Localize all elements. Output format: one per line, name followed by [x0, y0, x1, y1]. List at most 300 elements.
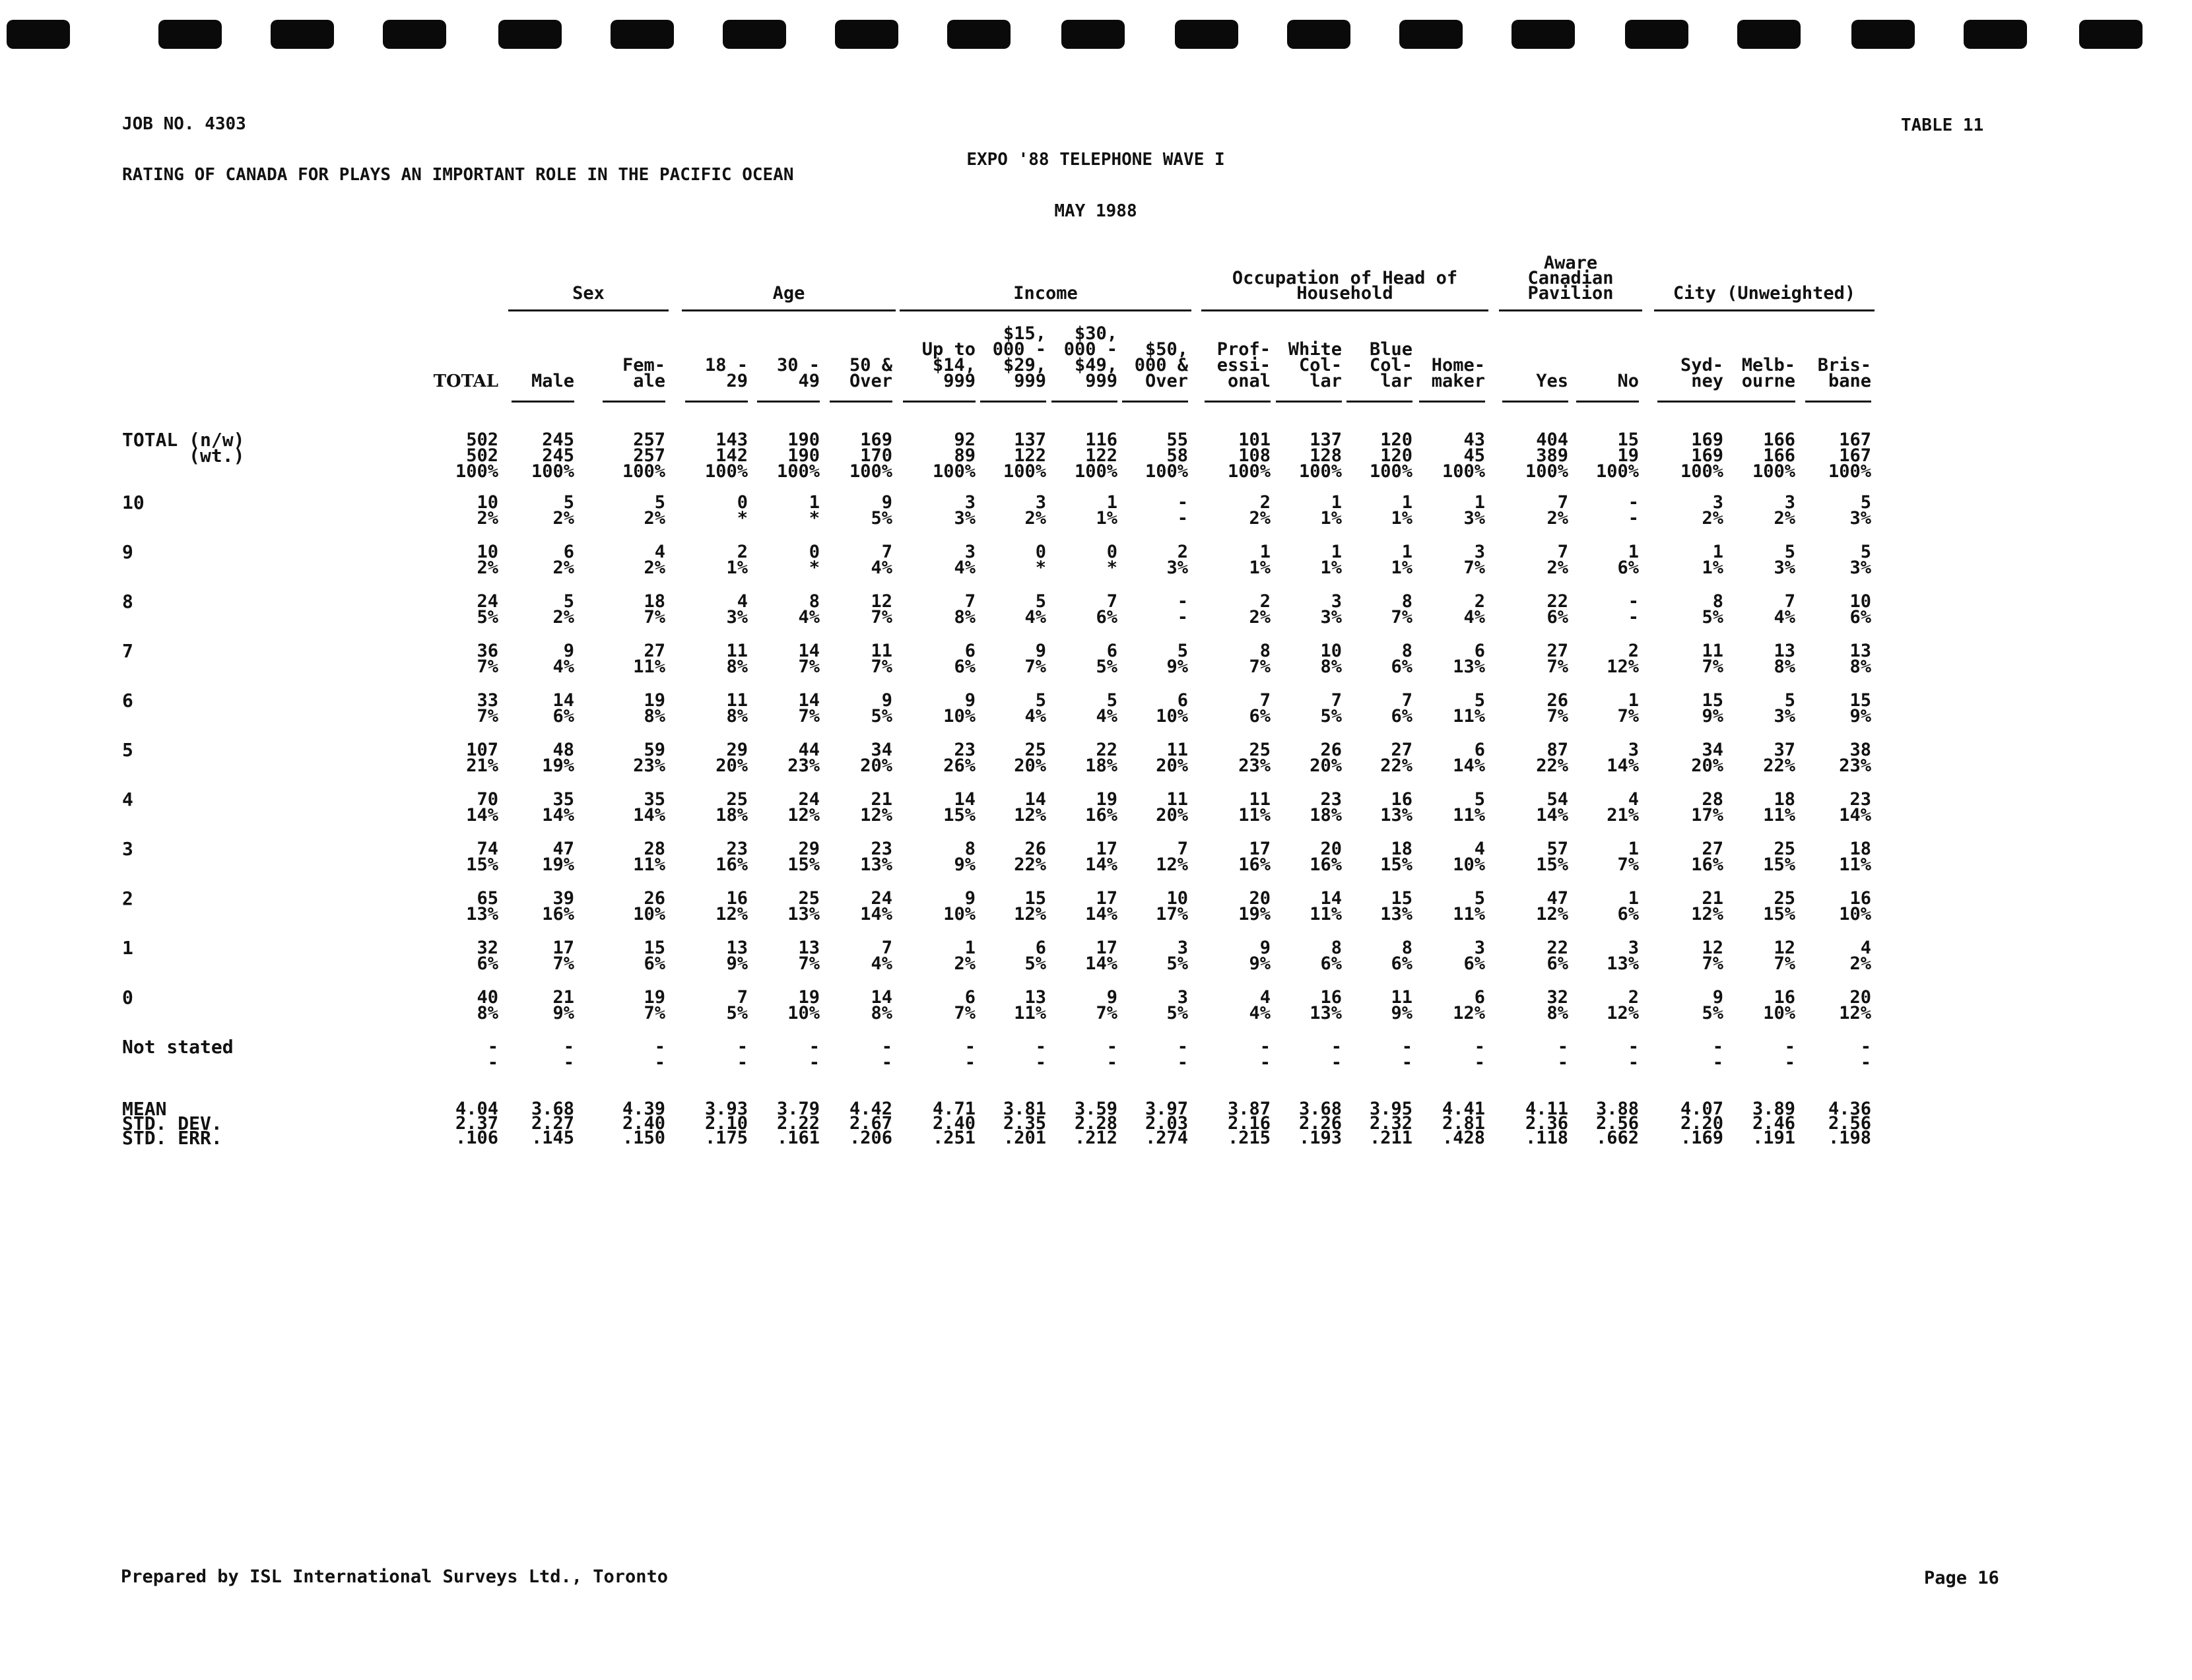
punch-hole	[158, 20, 222, 49]
group-header	[508, 283, 669, 304]
table-cell: 11 8%	[726, 690, 748, 727]
stats-cell: 4.04 2.37 .106	[455, 1099, 498, 1148]
text-line: Home-	[1431, 355, 1485, 375]
stats-cell: 3.95 2.32 .211	[1369, 1099, 1412, 1148]
table-cell: 25 18%	[715, 789, 748, 825]
punch-hole	[7, 20, 70, 49]
table-cell: 23 14%	[1839, 789, 1871, 825]
table-cell: 9 5%	[871, 690, 892, 727]
header-underline	[980, 401, 1046, 403]
table-cell: 16 13%	[1310, 987, 1342, 1023]
text-line: TOTAL	[433, 372, 498, 391]
table-cell: 14 6%	[552, 690, 574, 727]
column-header	[1805, 310, 1871, 389]
table-cell: 27 22%	[1380, 740, 1412, 776]
table-cell: 34 20%	[1691, 740, 1723, 776]
table-cell: - -	[654, 1037, 665, 1073]
table-cell: 16 13%	[1380, 789, 1412, 825]
table-cell: 16 12%	[715, 888, 748, 924]
table-cell: 36 7%	[477, 641, 498, 677]
table-cell: 14 7%	[798, 641, 820, 677]
group-header-line: Occupation of Head of	[1232, 268, 1458, 288]
text-line: 999	[943, 371, 976, 391]
table-cell: - -	[1628, 591, 1639, 628]
table-cell: - -	[1106, 1037, 1117, 1073]
table-cell: 25 15%	[1763, 839, 1795, 875]
header-underline	[1723, 401, 1795, 403]
column-header	[1502, 310, 1568, 389]
table-cell: - -	[964, 1037, 976, 1073]
table-cell: - -	[737, 1037, 748, 1073]
table-cell: 5 4%	[1024, 591, 1046, 628]
column-header	[1205, 310, 1271, 389]
row-label: 5	[122, 739, 133, 761]
header-underline	[1805, 401, 1871, 403]
row-label: 3	[122, 838, 133, 860]
table-cell: 24 14%	[860, 888, 892, 924]
table-cell: - -	[1259, 1037, 1271, 1073]
header-underline	[830, 401, 892, 403]
table-cell: 11 9%	[1391, 987, 1412, 1023]
table-cell: 17 14%	[1085, 839, 1117, 875]
header-underline	[1502, 401, 1568, 403]
text-line: Yes	[1536, 371, 1568, 391]
table-cell: 18 15%	[1380, 839, 1412, 875]
table-cell: 44 23%	[787, 740, 820, 776]
group-header-line: Age	[772, 283, 805, 304]
header-underline	[903, 401, 976, 403]
table-cell: 137 122 100%	[1003, 430, 1046, 482]
table-cell: 35 14%	[633, 789, 665, 825]
column-header	[1419, 310, 1485, 389]
table-cell: 5 11%	[1453, 690, 1485, 727]
table-cell: 8 5%	[1702, 591, 1723, 628]
table-cell: - -	[1401, 1037, 1412, 1073]
row-label: 9	[122, 541, 133, 563]
table-cell: 1 1%	[1702, 542, 1723, 578]
text-line: Syd-	[1680, 355, 1723, 375]
table-cell: 24 12%	[787, 789, 820, 825]
table-cell: 87 22%	[1536, 740, 1568, 776]
table-cell: 3 2%	[1774, 492, 1795, 529]
table-cell: 3 4%	[954, 542, 976, 578]
table-cell: 21 9%	[552, 987, 574, 1023]
table-cell: 1 3%	[1463, 492, 1485, 529]
text-line: onal	[1227, 371, 1271, 391]
table-cell: 5 3%	[1774, 542, 1795, 578]
group-header-line: Sex	[572, 283, 605, 304]
table-cell: 19 8%	[644, 690, 665, 727]
table-cell: 0 *	[809, 542, 820, 578]
table-cell: 5 11%	[1453, 888, 1485, 924]
table-cell: 10 2%	[477, 542, 498, 578]
table-cell: 9 5%	[871, 492, 892, 529]
table-cell: 5 3%	[1849, 542, 1871, 578]
table-cell: 13 11%	[1014, 987, 1046, 1023]
punch-hole	[947, 20, 1011, 49]
table-cell: 54 14%	[1536, 789, 1568, 825]
table-cell: 2 4%	[1463, 591, 1485, 628]
header-underline	[1346, 401, 1412, 403]
table-cell: 5 2%	[644, 492, 665, 529]
table-cell: 101 108 100%	[1227, 430, 1271, 482]
column-header	[830, 310, 892, 389]
table-cell: 12 7%	[1774, 938, 1795, 974]
table-cell: 57 15%	[1536, 839, 1568, 875]
table-cell: 21 12%	[860, 789, 892, 825]
text-line: White	[1288, 339, 1342, 360]
table-cell: 13 8%	[1774, 641, 1795, 677]
table-cell: 0 *	[1106, 542, 1117, 578]
text-line: Bris-	[1817, 355, 1871, 375]
report-title-line1: EXPO '88 TELEPHONE WAVE I	[966, 150, 1225, 170]
stats-cell: 3.81 2.35 .201	[1003, 1099, 1046, 1148]
stats-cell: 4.71 2.40 .251	[932, 1099, 976, 1148]
punch-hole	[271, 20, 334, 49]
job-number: JOB NO. 4303	[122, 114, 246, 134]
table-cell: 120 120 100%	[1369, 430, 1412, 482]
table-cell: 13 9%	[726, 938, 748, 974]
group-header-line: Household	[1296, 283, 1393, 304]
table-cell: 18 11%	[1839, 839, 1871, 875]
table-cell: - -	[1177, 591, 1188, 628]
table-cell: 17 7%	[552, 938, 574, 974]
table-cell: 15 13%	[1380, 888, 1412, 924]
table-cell: 6 7%	[954, 987, 976, 1023]
table-cell: 15 9%	[1849, 690, 1871, 727]
column-header	[1576, 310, 1639, 389]
table-cell: 1 2%	[954, 938, 976, 974]
table-cell: - -	[487, 1037, 498, 1073]
table-cell: 3 5%	[1166, 938, 1188, 974]
table-cell: 14 15%	[943, 789, 976, 825]
table-cell: 55 58 100%	[1145, 430, 1188, 482]
table-cell: - -	[1035, 1037, 1046, 1073]
table-cell: 5 4%	[1096, 690, 1117, 727]
table-cell: 4 3%	[726, 591, 748, 628]
table-cell: 257 257 100%	[622, 430, 665, 482]
table-cell: 65 13%	[466, 888, 498, 924]
table-cell: - -	[809, 1037, 820, 1073]
text-line: No	[1617, 371, 1639, 391]
group-header-line: Pavilion	[1527, 283, 1614, 304]
text-line: Fem-	[622, 355, 665, 375]
header-underline	[1657, 401, 1723, 403]
table-cell: 116 122 100%	[1074, 430, 1117, 482]
group-underline	[1499, 309, 1642, 311]
column-header	[1051, 310, 1117, 389]
table-cell: 23 13%	[860, 839, 892, 875]
group-header-line: Income	[1013, 283, 1078, 304]
table-cell: 19 10%	[787, 987, 820, 1023]
table-cell: 26 10%	[633, 888, 665, 924]
table-cell: 11 11%	[1238, 789, 1271, 825]
text-line: 50 &	[849, 355, 892, 375]
table-cell: 1 6%	[1617, 888, 1639, 924]
table-cell: 1 7%	[1617, 839, 1639, 875]
group-header	[1201, 268, 1488, 304]
table-cell: 3 13%	[1607, 938, 1639, 974]
punch-hole	[611, 20, 674, 49]
table-cell: 2 1%	[726, 542, 748, 578]
table-cell: 4 4%	[1249, 987, 1271, 1023]
table-cell: 11 7%	[871, 641, 892, 677]
column-header	[603, 310, 665, 389]
group-underline	[900, 309, 1191, 311]
table-cell: 7 2%	[1546, 542, 1568, 578]
column-header	[980, 310, 1046, 389]
table-cell: 8 6%	[1391, 641, 1412, 677]
column-header	[757, 310, 820, 389]
row-label: 1	[122, 937, 133, 959]
table-cell: 6 2%	[552, 542, 574, 578]
table-cell: - -	[1474, 1037, 1485, 1073]
table-cell: 27 11%	[633, 641, 665, 677]
table-cell: 12 7%	[871, 591, 892, 628]
group-underline	[1201, 309, 1488, 311]
text-line: ourne	[1741, 371, 1795, 391]
stats-cell: 3.68 2.27 .145	[531, 1099, 574, 1148]
stats-cell: 3.87 2.16 .215	[1227, 1099, 1271, 1148]
table-cell: 9 7%	[1096, 987, 1117, 1023]
table-cell: 5 2%	[552, 492, 574, 529]
table-cell: 3 2%	[1024, 492, 1046, 529]
table-cell: 27 7%	[1546, 641, 1568, 677]
table-cell: 169 170 100%	[849, 430, 892, 482]
text-line: 49	[798, 371, 820, 391]
table-cell: 3 6%	[1463, 938, 1485, 974]
punch-hole	[835, 20, 898, 49]
row-label: Not stated	[122, 1036, 234, 1058]
table-cell: 74 15%	[466, 839, 498, 875]
table-cell: 1 *	[809, 492, 820, 529]
table-cell: 7 5%	[1320, 690, 1342, 727]
row-label: 4	[122, 789, 133, 810]
table-cell: - -	[881, 1037, 892, 1073]
table-cell: 39 16%	[542, 888, 574, 924]
table-cell: 32 6%	[477, 938, 498, 974]
group-header	[900, 283, 1191, 304]
table-cell: 3 3%	[954, 492, 976, 529]
table-cell: 59 23%	[633, 740, 665, 776]
table-cell: 22 6%	[1546, 938, 1568, 974]
group-underline	[682, 309, 896, 311]
header-underline	[1122, 401, 1188, 403]
table-cell: 404 389 100%	[1525, 430, 1568, 482]
report-title	[898, 117, 1294, 237]
table-cell: 29 20%	[715, 740, 748, 776]
group-header-line: Aware	[1543, 253, 1598, 273]
punch-hole	[1964, 20, 2027, 49]
punch-hole	[1511, 20, 1575, 49]
row-label: TOTAL (n/w) (wt.)	[122, 429, 245, 467]
table-cell: 11 7%	[1702, 641, 1723, 677]
table-cell: 6 12%	[1453, 987, 1485, 1023]
table-cell: 15 12%	[1014, 888, 1046, 924]
table-cell: - -	[1712, 1037, 1723, 1073]
header-underline	[1419, 401, 1485, 403]
text-line: 30 -	[776, 355, 820, 375]
group-header	[1654, 283, 1875, 304]
table-cell: 3 7%	[1463, 542, 1485, 578]
table-cell: 29 15%	[787, 839, 820, 875]
table-cell: 21 12%	[1691, 888, 1723, 924]
header-underline	[1205, 401, 1271, 403]
table-cell: 5 9%	[1166, 641, 1188, 677]
punch-hole	[1399, 20, 1463, 49]
group-header	[682, 283, 896, 304]
table-cell: 5 2%	[552, 591, 574, 628]
header-underline	[1276, 401, 1342, 403]
table-cell: 1 1%	[1391, 492, 1412, 529]
stats-cell: 3.88 2.56 .662	[1595, 1099, 1639, 1148]
table-cell: 10 8%	[1320, 641, 1342, 677]
table-cell: 15 6%	[644, 938, 665, 974]
table-cell: 92 89 100%	[932, 430, 976, 482]
table-cell: 137 128 100%	[1298, 430, 1342, 482]
table-cell: 7 4%	[1774, 591, 1795, 628]
table-cell: 4 10%	[1453, 839, 1485, 875]
table-cell: 1 1%	[1391, 542, 1412, 578]
table-cell: 4 21%	[1607, 789, 1639, 825]
group-underline	[1654, 309, 1875, 311]
group-header-line: Canadian	[1527, 268, 1614, 288]
header-underline	[512, 401, 574, 403]
table-cell: 1 6%	[1617, 542, 1639, 578]
stats-cell: 3.79 2.22 .161	[776, 1099, 820, 1148]
text-line: 18 -	[704, 355, 748, 375]
table-cell: 26 7%	[1546, 690, 1568, 727]
table-cell: 2 3%	[1166, 542, 1188, 578]
header-underline	[603, 401, 665, 403]
row-label: 7	[122, 640, 133, 662]
column-header	[1723, 310, 1795, 389]
punch-hole	[1851, 20, 1915, 49]
column-header	[1657, 310, 1723, 389]
group-header-line: City (Unweighted)	[1673, 283, 1856, 304]
header-underline	[1051, 401, 1117, 403]
table-cell: - -	[1557, 1037, 1568, 1073]
text-line: ney	[1691, 371, 1723, 391]
table-cell: 14 7%	[798, 690, 820, 727]
text-line: maker	[1431, 371, 1485, 391]
punch-hole	[383, 20, 446, 49]
punch-holes	[0, 20, 2192, 53]
report-title-line2: MAY 1988	[1054, 201, 1137, 221]
text-line: 999	[1085, 371, 1117, 391]
table-cell: 3 3%	[1320, 591, 1342, 628]
table-cell: 4 2%	[1849, 938, 1871, 974]
table-cell: - -	[1177, 1037, 1188, 1073]
table-cell: - -	[563, 1037, 574, 1073]
table-cell: 1 1%	[1249, 542, 1271, 578]
table-cell: 16 10%	[1763, 987, 1795, 1023]
table-cell: 8 6%	[1320, 938, 1342, 974]
table-cell: 38 23%	[1839, 740, 1871, 776]
table-cell: 11 8%	[726, 641, 748, 677]
table-cell: 35 14%	[542, 789, 574, 825]
table-cell: 167 167 100%	[1828, 430, 1871, 482]
table-cell: 11 20%	[1156, 789, 1188, 825]
stats-cell: 3.93 2.10 .175	[704, 1099, 748, 1148]
table-cell: 8 6%	[1391, 938, 1412, 974]
punch-hole	[1287, 20, 1350, 49]
table-cell: 70 14%	[466, 789, 498, 825]
group-underline	[508, 309, 669, 311]
table-cell: 20 12%	[1839, 987, 1871, 1023]
table-cell: 47 19%	[542, 839, 574, 875]
table-cell: 6 5%	[1096, 641, 1117, 677]
text-line: 000 &	[1134, 355, 1188, 375]
table-cell: 9 10%	[943, 888, 976, 924]
table-cell: - -	[1177, 492, 1188, 529]
table-cell: 18 11%	[1763, 789, 1795, 825]
stats-cell: 4.07 2.20 .169	[1680, 1099, 1723, 1148]
table-cell: 502 502 100%	[455, 430, 498, 482]
table-cell: 33 7%	[477, 690, 498, 727]
table-cell: 10 2%	[477, 492, 498, 529]
table-cell: 28 17%	[1691, 789, 1723, 825]
stats-cell: 4.36 2.56 .198	[1828, 1099, 1871, 1148]
table-cell: - -	[1784, 1037, 1795, 1073]
punch-hole	[723, 20, 786, 49]
table-cell: 25 23%	[1238, 740, 1271, 776]
table-cell: 2 12%	[1607, 987, 1639, 1023]
text-line: Prof-	[1216, 339, 1271, 360]
table-cell: 17 14%	[1085, 938, 1117, 974]
table-cell: 20 16%	[1310, 839, 1342, 875]
table-cell: 1 1%	[1320, 492, 1342, 529]
stats-cell: 3.68 2.26 .193	[1298, 1099, 1342, 1148]
table-cell: 7 8%	[954, 591, 976, 628]
table-cell: 14 12%	[1014, 789, 1046, 825]
table-cell: 8 7%	[1249, 641, 1271, 677]
table-cell: 22 6%	[1546, 591, 1568, 628]
table-cell: 10 6%	[1849, 591, 1871, 628]
table-cell: 9 5%	[1702, 987, 1723, 1023]
table-cell: 1 7%	[1617, 690, 1639, 727]
column-header	[1346, 310, 1412, 389]
column-header	[1276, 310, 1342, 389]
table-subtitle: RATING OF CANADA FOR PLAYS AN IMPORTANT ROLE IN THE PACIFIC OCEAN	[122, 165, 794, 185]
table-cell: 22 18%	[1085, 740, 1117, 776]
table-cell: 1 1%	[1320, 542, 1342, 578]
punch-hole	[1175, 20, 1238, 49]
table-cell: 28 11%	[633, 839, 665, 875]
stats-cell: 3.97 2.03 .274	[1145, 1099, 1188, 1148]
table-cell: 19 7%	[644, 987, 665, 1023]
text-line: Col-	[1298, 355, 1342, 375]
table-cell: 166 166 100%	[1752, 430, 1795, 482]
text-line: Male	[531, 371, 574, 391]
table-cell: 48 19%	[542, 740, 574, 776]
table-cell: 40 8%	[477, 987, 498, 1023]
table-cell: - -	[1628, 492, 1639, 529]
text-line: $30,	[1074, 323, 1117, 344]
table-cell: - -	[1860, 1037, 1871, 1073]
text-line: 999	[1014, 371, 1046, 391]
table-cell: 2 12%	[1607, 641, 1639, 677]
table-number: TABLE 11	[1901, 115, 1984, 135]
table-cell: 27 16%	[1691, 839, 1723, 875]
table-cell: 2 2%	[1249, 492, 1271, 529]
table-cell: 6 5%	[1024, 938, 1046, 974]
text-line: ale	[633, 371, 665, 391]
text-line: Over	[1145, 371, 1188, 391]
text-line: lar	[1380, 371, 1412, 391]
table-cell: 25 13%	[787, 888, 820, 924]
table-cell: 3 14%	[1607, 740, 1639, 776]
